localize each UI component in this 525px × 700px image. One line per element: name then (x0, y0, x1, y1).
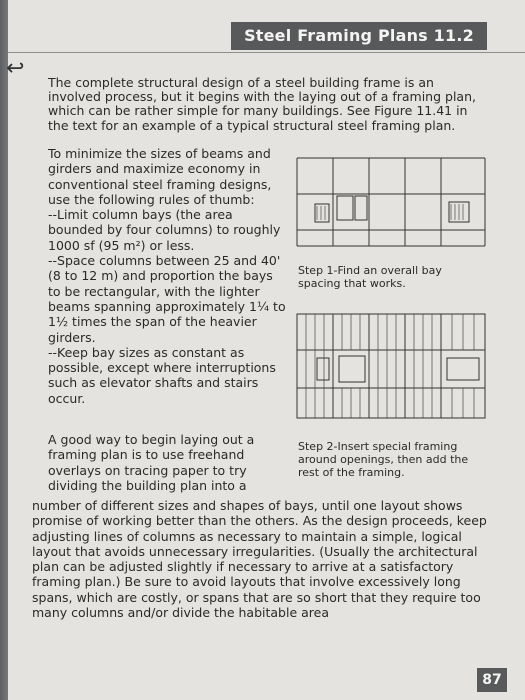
binder-hook-mark: ↩ (6, 56, 25, 81)
intro-paragraph: The complete structural design of a steel building frame is an involved process, but it begins with the laying out of a framing plan, which can be rather simple for many buildings. See Figure 11.41 in the text for an example of a typical structural steel framing plan. (48, 75, 476, 133)
figure-step2-framing (293, 306, 493, 424)
paragraph-layout-start: A good way to begin laying out a framing plan is to use freehand overlays on tracing paper to try dividing the building plan into a (48, 432, 255, 493)
paragraph-layout-continued: number of different sizes and shapes of bays, until one layout shows promise of working better than the others. As the design proceeds, keep adjusting lines of columns as necessary to maintain a simple, logical layout that avoids unnecessary irregularities. (Usually the architectural plan can be adjusted slightly if necessary to arrive at a satisfactory framing plan.) Be sure to avoid layouts that involve excessively long spans, which are costly, or spans that are so short that they require too many columns and/or divide the habitable area (32, 498, 487, 621)
figure-step1-bay-spacing (293, 150, 493, 250)
header-rule (8, 52, 525, 53)
rule-column-spacing: --Space columns between 25 and 40' (8 to 12 m) and proportion the bays to be rectangular, with the lighter beams spanning approximately 1¼ to 1½ times the span of the heavier girders. (48, 253, 286, 345)
caption-step1: Step 1-Find an overall bay spacing that works. (298, 264, 442, 290)
rules-of-thumb (48, 146, 286, 406)
rules-lead: To minimize the sizes of beams and girders and maximize economy in conventional steel framing designs, use the following rules of thumb: (48, 146, 272, 207)
caption-step2: Step 2-Insert special framing around openings, then add the rest of the framing. (298, 440, 469, 479)
page-number: 87 (477, 668, 507, 692)
rule-constant-bays: --Keep bay sizes as constant as possible, except where interruptions such as elevator shafts and stairs occur. (48, 344, 276, 406)
section-header: Steel Framing Plans 11.2 (231, 22, 487, 50)
rule-column-bays: --Limit column bays (the area bounded by four columns) to roughly 1000 sf (95 m²) or less. (48, 207, 281, 253)
